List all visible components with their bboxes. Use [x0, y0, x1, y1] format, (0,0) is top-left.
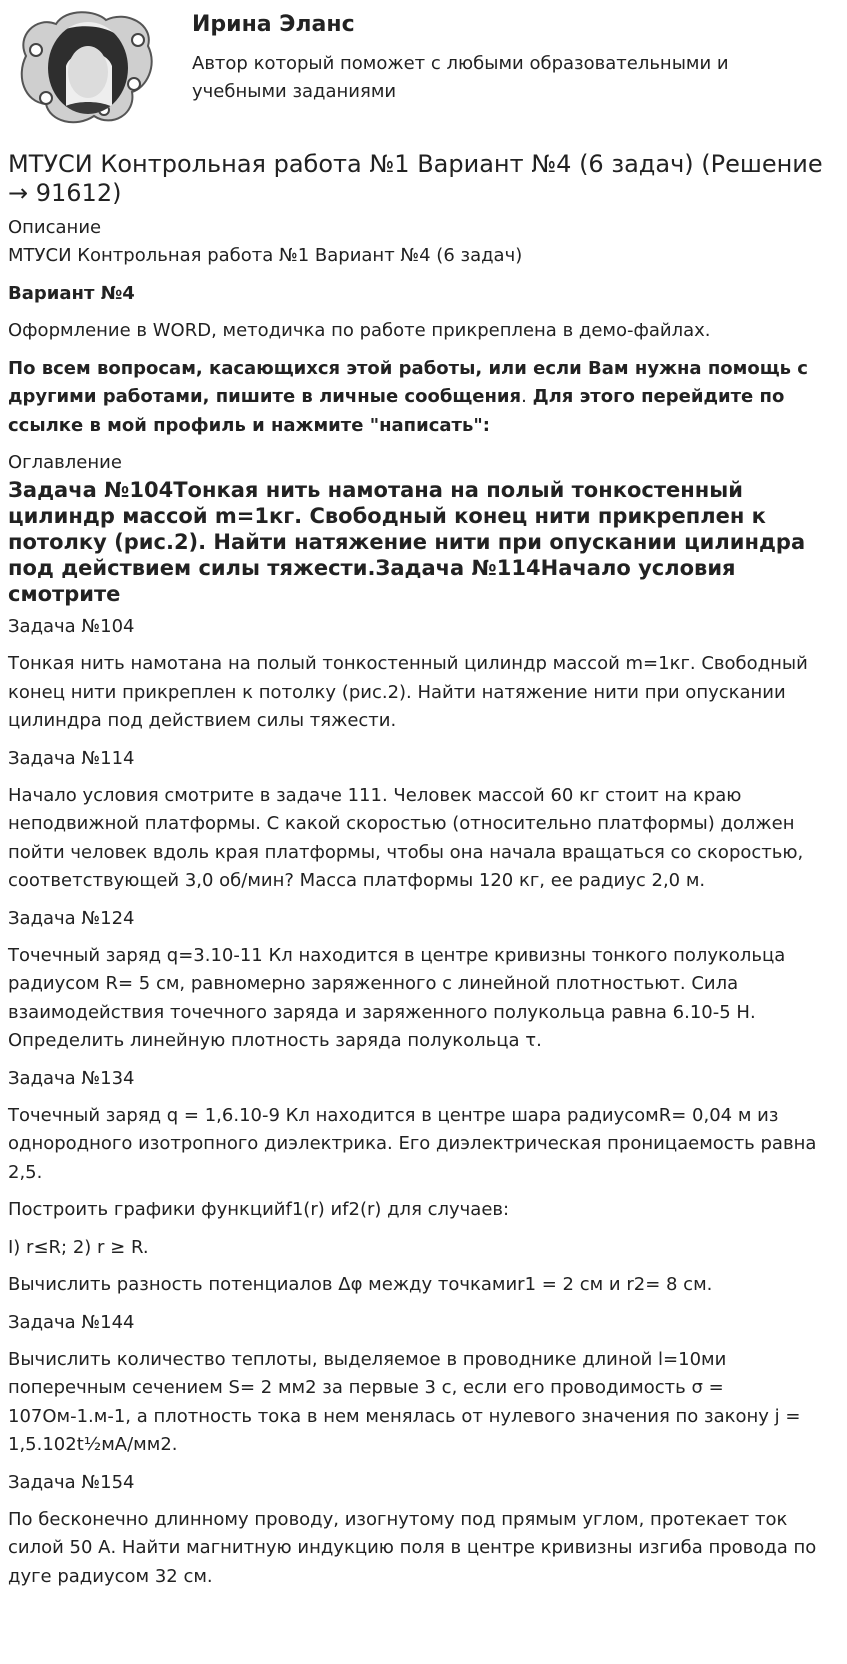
task-text: I) r≤R; 2) r ≥ R. — [8, 1236, 149, 1258]
task-text: Начало условия смотрите в задаче 111. Человек массой 60 кг стоит на краю неподвижной платформы. С какой скоростью (относительно платформы) должен пойти человек вдоль края платформы, чтобы она начала вращаться со скоростью, соответствующей 3,0 об/мин? Масса платформы 120 кг, ее радиус 2,0 м. — [8, 784, 804, 891]
task-text: Точечный заряд q = 1,6.10-9 Кл находится в центре шара радиусомR= 0,04 м из однородного изотропного диэлектрика. Его диэлектрическая проницаемость равна 2,5. — [8, 1104, 817, 1183]
toc-text: Задача №104Тонкая нить намотана на полый тонкостенный цилиндр массой m=1кг. Свободный конец нити прикреплен к потолку (рис.2). Найти натяжение нити при опускании цилиндра под действием силы тяжести.Задача №114Начало условия смотрите — [8, 478, 806, 606]
task-label: Задача №104 — [8, 616, 135, 637]
task-text: Тонкая нить намотана на полый тонкостенный цилиндр массой m=1кг. Свободный конец нити прикреплен к потолку (рис.2). Найти натяжение нити при опускании цилиндра под действием силы тяжести. — [8, 653, 808, 731]
task-124 — [8, 905, 839, 1056]
task-text: Вычислить разность потенциалов Δφ между точкамиr1 = 2 см и r2= 8 см. — [8, 1274, 713, 1295]
description-label: Описание — [8, 217, 102, 238]
task-text: Точечный заряд q=3.10-11 Кл находится в центре кривизны тонкого полукольца радиусом R= 5 см, равномерно заряженного с линейной плотностьют. Сила взаимодействия точечного заряда и заряженного полукольца равна 6.10-5 Н. Определить линейную плотность заряда полукольца τ. — [8, 944, 786, 1051]
author-avatar[interactable] — [16, 6, 158, 126]
author-header — [8, 0, 839, 132]
task-text: Вычислить количество теплоты, выделяемое в проводнике длиной l=10ми поперечным сечением S= 2 мм2 за первые 3 с, если его проводимость σ = 107Ом-1.м-1, а плотность тока в нем менялась от нулевого значения по закону j = 1,5.102t½мА/мм2. — [8, 1348, 801, 1455]
task-label: Задача №114 — [8, 747, 135, 769]
page-title: МТУСИ Контрольная работа №1 Вариант №4 (6 задач) (Решение → 91612) — [8, 150, 823, 207]
toc-label: Оглавление — [8, 452, 122, 473]
contact-note-part2: Для этого перейдите по ссылке в мой профиль и нажмите "написать": — [8, 386, 785, 436]
author-name[interactable]: Ирина Эланс — [192, 12, 355, 37]
task-label: Задача №124 — [8, 907, 135, 929]
task-144 — [8, 1309, 839, 1460]
author-description: Автор который поможет с любыми образовательными и учебными заданиями — [192, 53, 729, 102]
task-text: Построить графики функцийf1(r) иf2(r) для случаев: — [8, 1199, 510, 1220]
description-text: МТУСИ Контрольная работа №1 Вариант №4 (6 задач) — [8, 245, 523, 266]
format-note: Оформление в WORD, методичка по работе прикреплена в демо-файлах. — [8, 320, 711, 341]
task-label: Задача №154 — [8, 1471, 135, 1493]
contact-note-part1: По всем вопросам, касающихся этой работы, или если Вам нужна помощь с другими работами, пишите в личные сообщения — [8, 357, 808, 407]
task-154 — [8, 1469, 839, 1592]
contact-note — [8, 355, 839, 441]
task-114 — [8, 745, 839, 896]
task-text: По бесконечно длинному проводу, изогнутому под прямым углом, протекает ток силой 50 А. Найти магнитную индукцию поля в центре кривизны изгиба провода по дуге радиусом 32 см. — [8, 1508, 817, 1587]
task-label: Задача №134 — [8, 1067, 135, 1089]
task-134 — [8, 1065, 839, 1300]
variant-heading: Вариант №4 — [8, 282, 135, 304]
contact-note-separator: . — [521, 386, 533, 407]
task-label: Задача №144 — [8, 1311, 135, 1333]
task-104 — [8, 613, 839, 736]
